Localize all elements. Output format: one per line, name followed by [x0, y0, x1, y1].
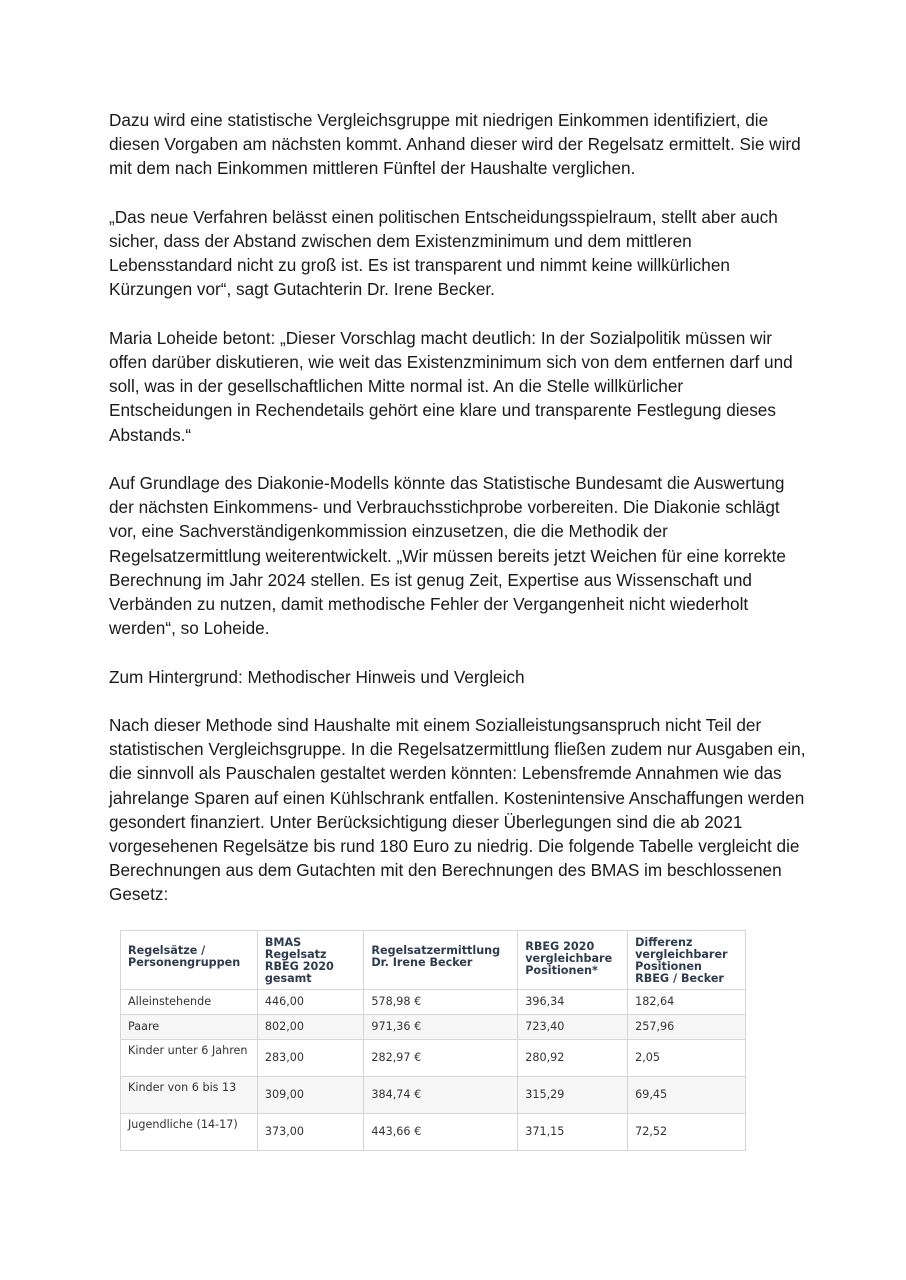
table-row — [121, 990, 746, 1015]
table-cell: 315,29 — [518, 1077, 628, 1114]
table-cell: Kinder unter 6 Jahren — [121, 1040, 258, 1077]
column-header: Regelsätze / Personengruppen — [121, 931, 258, 990]
table-cell: 723,40 — [518, 1015, 628, 1040]
table-row — [121, 1040, 746, 1077]
table-cell: 2,05 — [628, 1040, 746, 1077]
paragraph-diakonie-modell: Auf Grundlage des Diakonie-Modells könnte das Statistische Bundesamt die Auswertung der nächsten Einkommens- und Verbrauchsstichprobe vorbereiten. Die Diakonie schlägt vor, eine Sachverständigenkommission einzusetzen, die die Methodik der Regelsatzermittlung weiterentwickelt. „Wir müssen bereits jetzt Weichen für eine korrekte Berechnung im Jahr 2024 stellen. Es ist genug Zeit, Expertise aus Wissenschaft und Verbänden zu nutzen, damit methodische Fehler der Vergangenheit nicht wiederholt werden“, so Loheide. — [109, 473, 786, 639]
column-header: Regelsatzermittlung Dr. Irene Becker — [364, 931, 518, 990]
table-cell: Paare — [121, 1015, 258, 1040]
paragraph-becker-quote: „Das neue Verfahren belässt einen politischen Entscheidungsspielraum, stellt aber auch sicher, dass der Abstand zwischen dem Existenzminimum und dem mittleren Lebensstandard nicht zu groß ist. Es ist transparent und nimmt keine willkürlichen Kürzungen vor“, sagt Gutachterin Dr. Irene Becker. — [109, 206, 778, 300]
comparison-table-container — [120, 930, 746, 1151]
paragraph-methode: Nach dieser Methode sind Haushalte mit einem Sozialleistungsanspruch nicht Teil der statistischen Vergleichsgruppe. In die Regelsatzermittlung fließen zudem nur Ausgaben ein, die sinnvoll als Pauschalen gestaltet werden könnten: Lebensfremde Annahmen wie das jahrelange Sparen auf einen Kühlschrank entfallen. Kostenintensive Anschaffungen werden gesondert finanziert. Unter Berücksichtigung dieser Überlegungen sind die ab 2021 vorgesehenen Regelsätze bis rund 180 Euro zu niedrig. Die folgende Tabelle vergleicht die Berechnungen aus dem Gutachten mit den Berechnungen des BMAS im beschlossenen Gesetz: — [109, 715, 806, 905]
paragraph-loheide-quote: Maria Loheide betont: „Dieser Vorschlag macht deutlich: In der Sozialpolitik müssen wir offen darüber diskutieren, wie weit das Existenzminimum sich von dem entfernen darf und soll, was in der gesellschaftlichen Mitte normal ist. An die Stelle willkürlicher Entscheidungen in Rechendetails gehört eine klare und transparente Festlegung dieses Abstands.“ — [109, 327, 793, 445]
table-cell: 282,97 € — [364, 1040, 518, 1077]
table-cell: 443,66 € — [364, 1114, 518, 1151]
table-row — [121, 1077, 746, 1114]
document-body — [109, 108, 809, 907]
table-cell: 283,00 — [257, 1040, 364, 1077]
section-heading-hintergrund: Zum Hintergrund: Methodischer Hinweis und Vergleich — [109, 666, 525, 687]
table-cell: Kinder von 6 bis 13 — [121, 1077, 258, 1114]
table-cell: 257,96 — [628, 1015, 746, 1040]
table-cell: Alleinstehende — [121, 990, 258, 1015]
table-cell: 578,98 € — [364, 990, 518, 1015]
table-cell: 396,34 — [518, 990, 628, 1015]
table-cell: 309,00 — [257, 1077, 364, 1114]
table-cell: 802,00 — [257, 1015, 364, 1040]
table-cell: 371,15 — [518, 1114, 628, 1151]
table-cell: 373,00 — [257, 1114, 364, 1151]
table-cell: 182,64 — [628, 990, 746, 1015]
table-header-row — [121, 931, 746, 990]
table-cell: Jugendliche (14-17) — [121, 1114, 258, 1151]
column-header: RBEG 2020 vergleichbare Positionen* — [518, 931, 628, 990]
comparison-table — [120, 930, 746, 1151]
table-row — [121, 1114, 746, 1151]
table-cell: 446,00 — [257, 990, 364, 1015]
table-cell: 69,45 — [628, 1077, 746, 1114]
column-header: BMAS Regelsatz RBEG 2020 gesamt — [257, 931, 364, 990]
table-cell: 971,36 € — [364, 1015, 518, 1040]
table-cell: 384,74 € — [364, 1077, 518, 1114]
table-row — [121, 1015, 746, 1040]
table-cell: 280,92 — [518, 1040, 628, 1077]
column-header: Differenz vergleichbarer Positionen RBEG / Becker — [628, 931, 746, 990]
paragraph-vergleichsgruppe: Dazu wird eine statistische Vergleichsgruppe mit niedrigen Einkommen identifiziert, die diesen Vorgaben am nächsten kommt. Anhand dieser wird der Regelsatz ermittelt. Sie wird mit dem nach Einkommen mittleren Fünftel der Haushalte verglichen. — [109, 110, 801, 179]
table-cell: 72,52 — [628, 1114, 746, 1151]
